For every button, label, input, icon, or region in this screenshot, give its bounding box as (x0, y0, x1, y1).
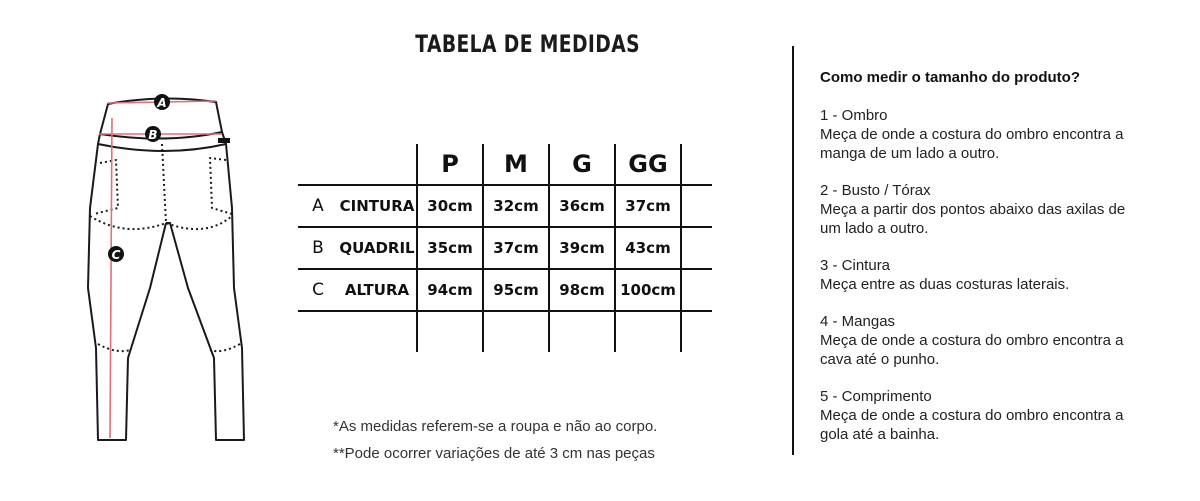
step-heading: 2 - Busto / Tórax (820, 182, 931, 199)
leggings-illustration (70, 88, 270, 458)
table-cell: 100cm (615, 269, 681, 311)
table-cell: 43cm (615, 227, 681, 269)
left-leg-outline (88, 144, 166, 440)
table-row (298, 227, 712, 269)
left-pocket (94, 160, 118, 214)
size-header: GG (615, 144, 681, 185)
row-label: QUADRIL (339, 239, 415, 257)
table-header-row (298, 144, 712, 185)
table-cell: 36cm (549, 185, 615, 227)
step-text: Meça entre as duas costuras laterais. (820, 276, 1070, 293)
guide-title: Como medir o tamanho do produto? (820, 69, 1080, 86)
measure-line-c (110, 118, 112, 438)
step-text: Meça de onde a costura do ombro encontra a (820, 332, 1124, 349)
table-cell: 37cm (615, 185, 681, 227)
waistband-tag (218, 138, 230, 143)
step-text: gola até a bainha. (820, 426, 940, 443)
size-header: G (549, 144, 615, 185)
row-letter: B (312, 238, 324, 258)
table-cell: 98cm (549, 269, 615, 311)
table-cell: 39cm (549, 227, 615, 269)
step-text: um lado a outro. (820, 220, 929, 237)
step-heading: 5 - Comprimento (820, 388, 932, 405)
guide-step (820, 106, 1180, 163)
table-cell: 95cm (483, 269, 549, 311)
measurement-guide (820, 68, 1180, 462)
row-label: CINTURA (339, 197, 415, 215)
step-text: cava até o punho. (820, 351, 940, 368)
column-divider (792, 46, 794, 455)
marker-c (108, 246, 124, 262)
svg-text:B: B (148, 128, 158, 142)
center-seam (162, 144, 166, 223)
step-text: Meça de onde a costura do ombro encontra a (820, 126, 1124, 143)
step-text: Meça a partir dos pontos abaixo das axilas de (820, 201, 1126, 218)
knee-seam-left (98, 344, 130, 351)
marker-a (154, 94, 170, 110)
table-cell: 32cm (483, 185, 549, 227)
row-letter: A (312, 196, 324, 216)
svg-text:A: A (157, 96, 167, 110)
row-label: ALTURA (344, 281, 410, 299)
step-heading: 4 - Mangas (820, 313, 896, 330)
size-table (298, 144, 712, 352)
table-cell: 30cm (417, 185, 483, 227)
size-header: P (417, 144, 483, 185)
guide-step (820, 181, 1180, 238)
row-letter: C (312, 280, 324, 300)
right-leg-outline (166, 144, 244, 440)
table-row (298, 269, 712, 311)
marker-b (145, 126, 161, 142)
page-title: TABELA DE MEDIDAS (415, 30, 640, 58)
table-row (298, 185, 712, 227)
step-text: Meça de onde a costura do ombro encontra a (820, 407, 1124, 424)
table-spacer-row (298, 311, 712, 352)
guide-step (820, 387, 1180, 444)
svg-text:C: C (111, 248, 121, 262)
step-heading: 3 - Cintura (820, 257, 891, 274)
size-header: M (483, 144, 549, 185)
step-text: manga de um lado a outro. (820, 145, 1000, 162)
guide-step (820, 312, 1180, 369)
table-cell: 94cm (417, 269, 483, 311)
knee-seam-right (210, 344, 240, 351)
step-heading: 1 - Ombro (820, 107, 888, 124)
footnote-variation: **Pode ocorrer variações de até 3 cm nas peças (333, 445, 655, 462)
footnote-measures: *As medidas referem-se a roupa e não ao corpo. (333, 418, 658, 435)
table-cell: 35cm (417, 227, 483, 269)
table-cell: 37cm (483, 227, 549, 269)
guide-step (820, 256, 1180, 294)
